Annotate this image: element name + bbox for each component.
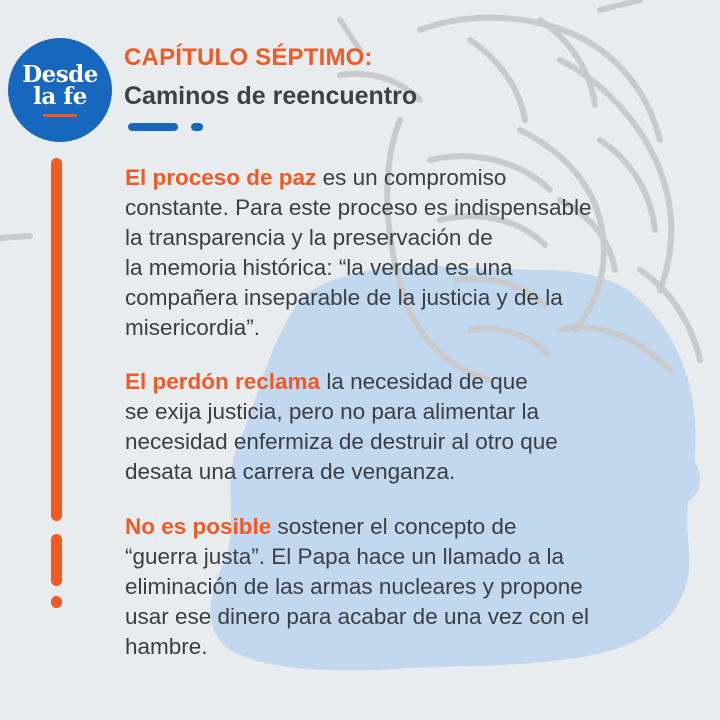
- paragraph-line: sostener el concepto de: [271, 514, 517, 539]
- chapter-title: CAPÍTULO SÉPTIMO:: [124, 44, 373, 71]
- paragraph-line: la transparencia y la preservación de: [125, 225, 493, 250]
- chapter-subtitle: Caminos de reencuentro: [124, 82, 418, 110]
- orange-side-dot: [51, 596, 62, 608]
- orange-side-bar-short: [51, 534, 62, 586]
- paragraph-highlight: El perdón reclama: [125, 369, 321, 394]
- paragraph-just-war: [125, 512, 695, 662]
- paragraph-highlight: El proceso de paz: [125, 165, 317, 190]
- heading-dot: [191, 123, 203, 131]
- paragraph-peace-process: [125, 163, 695, 343]
- paragraph-line: es un compromiso: [316, 165, 507, 190]
- paragraph-line: compañera inseparable de la justicia y de la: [125, 285, 563, 310]
- paragraph-line: la necesidad de que: [320, 369, 528, 394]
- desde-la-fe-logo: [8, 38, 112, 142]
- logo-text-line2: la fe: [33, 82, 87, 110]
- paragraph-line: necesidad enfermiza de destruir al otro que: [125, 429, 558, 454]
- orange-side-bar: [51, 158, 62, 521]
- paragraph-line: constante. Para este proceso es indispensable: [125, 195, 592, 220]
- paragraph-line: la memoria histórica: “la verdad es una: [125, 255, 513, 280]
- paragraph-highlight: No es posible: [125, 514, 272, 539]
- paragraph-line: eliminación de las armas nucleares y propone: [125, 574, 583, 599]
- logo-underline: [43, 114, 77, 117]
- paragraph-line: “guerra justa”. El Papa hace un llamado a la: [125, 544, 565, 569]
- paragraph-line: misericordia”.: [125, 315, 261, 340]
- heading-dash: [128, 123, 178, 131]
- paragraph-forgiveness: [125, 367, 695, 487]
- paragraph-line: se exija justicia, pero no para alimentar la: [125, 399, 539, 424]
- paragraph-line: usar ese dinero para acabar de una vez con el: [125, 604, 590, 629]
- paragraph-line: hambre.: [125, 634, 208, 659]
- paragraph-line: desata una carrera de venganza.: [125, 459, 456, 484]
- logo-text-line1: Desde: [22, 60, 98, 88]
